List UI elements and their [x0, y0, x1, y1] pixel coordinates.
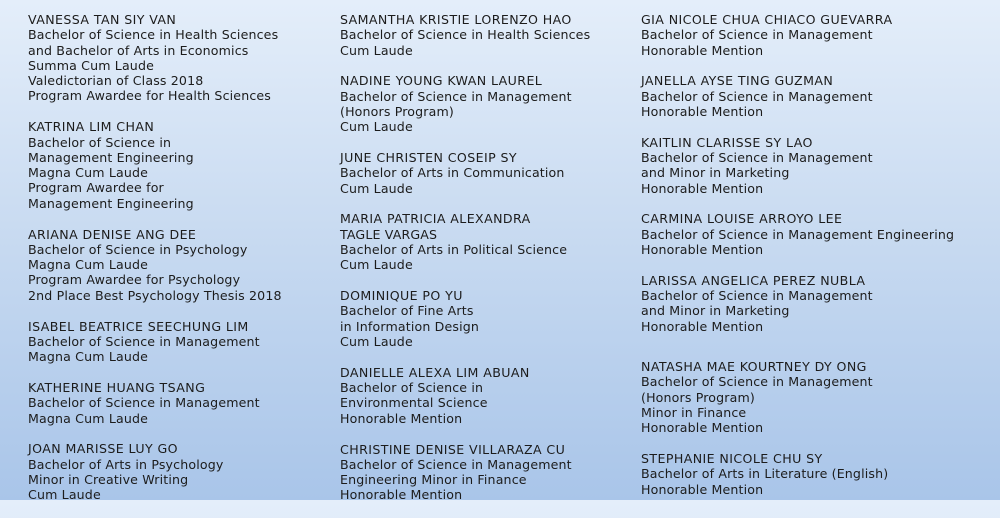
honoree-detail: Bachelor of Science in Health Sciences — [28, 27, 279, 43]
honoree-detail: and Minor in Marketing — [641, 165, 790, 181]
honoree-detail: Management Engineering — [28, 149, 194, 165]
honoree-name: ARIANA DENISE ANG DEE — [28, 226, 197, 242]
honoree-name: NADINE YOUNG KWAN LAUREL — [340, 73, 543, 89]
honoree-detail: Bachelor of Science in Management — [641, 288, 873, 304]
honoree-detail: Bachelor of Science in Management — [340, 88, 572, 104]
honoree-entry — [641, 451, 996, 497]
honoree-detail: Bachelor of Science in Management Engineering — [641, 226, 955, 242]
honoree-detail: Honorable Mention — [641, 420, 764, 436]
honoree-name: KATHERINE HUANG TSANG — [28, 379, 206, 395]
honoree-name: VANESSA TAN SIY VAN — [28, 12, 177, 27]
honoree-entry — [641, 135, 996, 196]
honoree-name: KATRINA LIM CHAN — [28, 119, 155, 135]
honoree-detail: Honorable Mention — [641, 180, 764, 196]
honoree-detail: Bachelor of Science in Management — [340, 456, 572, 472]
honoree-entry — [340, 12, 635, 58]
honoree-detail: Magna Cum Laude — [28, 410, 149, 426]
honoree-entry — [340, 73, 635, 134]
honoree-name: DOMINIQUE PO YU — [340, 288, 463, 304]
honoree-entry — [641, 211, 996, 257]
honoree-detail: Magna Cum Laude — [28, 257, 149, 273]
honoree-detail: and Bachelor of Arts in Economics — [28, 42, 249, 58]
honoree-detail: Honorable Mention — [340, 410, 463, 426]
honoree-detail: Bachelor of Fine Arts — [340, 303, 474, 319]
honoree-name: LARISSA ANGELICA PEREZ NUBLA — [641, 272, 866, 288]
honoree-entry — [28, 441, 328, 502]
honoree-name: JUNE CHRISTEN COSEIP SY — [340, 150, 517, 166]
honors-column-1 — [28, 12, 328, 518]
honoree-detail: Minor in Creative Writing — [28, 471, 189, 487]
honoree-entry — [340, 150, 635, 196]
honoree-detail: Honorable Mention — [641, 103, 764, 119]
honoree-name: NATASHA MAE KOURTNEY DY ONG — [641, 359, 867, 375]
honoree-entry — [28, 119, 328, 211]
honoree-detail: Bachelor of Science in Management — [641, 374, 873, 390]
honoree-detail: Bachelor of Arts in Political Science — [340, 242, 568, 258]
honoree-name: CARMINA LOUISE ARROYO LEE — [641, 211, 843, 227]
honoree-detail: Magna Cum Laude — [28, 349, 149, 365]
honoree-detail: Bachelor of Science in Management — [641, 88, 873, 104]
honoree-name: STEPHANIE NICOLE CHU SY — [641, 451, 823, 467]
honoree-detail: TAGLE VARGAS — [340, 226, 438, 242]
honoree-detail: Program Awardee for Health Sciences — [28, 88, 272, 104]
honoree-name: JANELLA AYSE TING GUZMAN — [641, 73, 834, 89]
honoree-detail: 2nd Place Best Psychology Thesis 2018 — [28, 287, 282, 303]
honoree-detail: Minor in Finance — [641, 404, 747, 420]
honoree-detail: Bachelor of Science in Psychology — [28, 241, 248, 257]
honoree-detail: Honorable Mention — [641, 42, 764, 58]
honoree-name: JOAN MARISSE LUY GO — [28, 441, 178, 457]
honoree-detail: Bachelor of Science in Management — [28, 395, 260, 411]
honoree-detail: Environmental Science — [340, 395, 488, 411]
honoree-detail: Program Awardee for Psychology — [28, 272, 241, 288]
honoree-detail: Honorable Mention — [641, 242, 764, 258]
honoree-entry — [641, 12, 996, 58]
honoree-detail: Cum Laude — [340, 180, 413, 196]
honoree-detail: and Minor in Marketing — [641, 303, 790, 319]
honoree-detail: Honorable Mention — [641, 481, 764, 497]
honoree-name: SAMANTHA KRISTIE LORENZO HAO — [340, 12, 572, 27]
honors-column-3 — [641, 12, 996, 512]
honoree-entry — [340, 365, 635, 426]
honoree-entry — [340, 211, 635, 272]
honoree-name: MARIA PATRICIA ALEXANDRA — [340, 211, 531, 227]
honoree-detail: Bachelor of Science in Health Sciences — [340, 27, 591, 43]
honoree-entry — [340, 288, 635, 349]
honoree-name: GIA NICOLE CHUA CHIACO GUEVARRA — [641, 12, 893, 27]
honoree-detail: Bachelor of Science in Management — [28, 333, 260, 349]
honoree-detail: Program Awardee for — [28, 180, 164, 196]
honoree-detail: Magna Cum Laude — [28, 165, 149, 181]
honoree-detail: (Honors Program) — [641, 389, 755, 405]
honoree-entry — [641, 273, 996, 334]
honoree-detail: Summa Cum Laude — [28, 57, 154, 73]
honoree-detail: Valedictorian of Class 2018 — [28, 73, 204, 89]
honoree-detail: Bachelor of Science in — [340, 380, 484, 396]
honoree-detail: Engineering Minor in Finance — [340, 472, 527, 488]
honoree-detail: Bachelor of Arts in Communication — [340, 165, 565, 181]
honoree-detail: Honorable Mention — [340, 487, 463, 503]
honoree-detail: Bachelor of Arts in Literature (English) — [641, 466, 889, 482]
honoree-detail: (Honors Program) — [340, 103, 454, 119]
honoree-name: CHRISTINE DENISE VILLARAZA CU — [340, 441, 566, 457]
honoree-detail: Bachelor of Science in Management — [641, 150, 873, 166]
honoree-entry — [28, 380, 328, 426]
honoree-detail: Bachelor of Arts in Psychology — [28, 456, 224, 472]
honoree-name: DANIELLE ALEXA LIM ABUAN — [340, 364, 530, 380]
honoree-detail: in Information Design — [340, 318, 480, 334]
honoree-entry — [28, 12, 328, 104]
honoree-entry — [641, 73, 996, 119]
honoree-detail: Management Engineering — [28, 195, 194, 211]
honoree-detail: Cum Laude — [340, 257, 413, 273]
honoree-name: ISABEL BEATRICE SEECHUNG LIM — [28, 318, 249, 334]
honoree-entry — [641, 359, 996, 435]
honoree-entry — [28, 319, 328, 365]
honoree-detail: Bachelor of Science in Management — [641, 27, 873, 43]
honoree-detail: Cum Laude — [340, 334, 413, 350]
honoree-detail: Cum Laude — [28, 487, 101, 503]
honoree-entry — [28, 227, 328, 303]
honoree-detail: Bachelor of Science in — [28, 134, 172, 150]
honoree-name: KAITLIN CLARISSE SY LAO — [641, 134, 813, 150]
honoree-detail: Honorable Mention — [641, 318, 764, 334]
honoree-detail: Cum Laude — [340, 42, 413, 58]
honoree-entry — [340, 442, 635, 503]
honors-column-2 — [340, 12, 635, 518]
honoree-detail: Cum Laude — [340, 119, 413, 135]
